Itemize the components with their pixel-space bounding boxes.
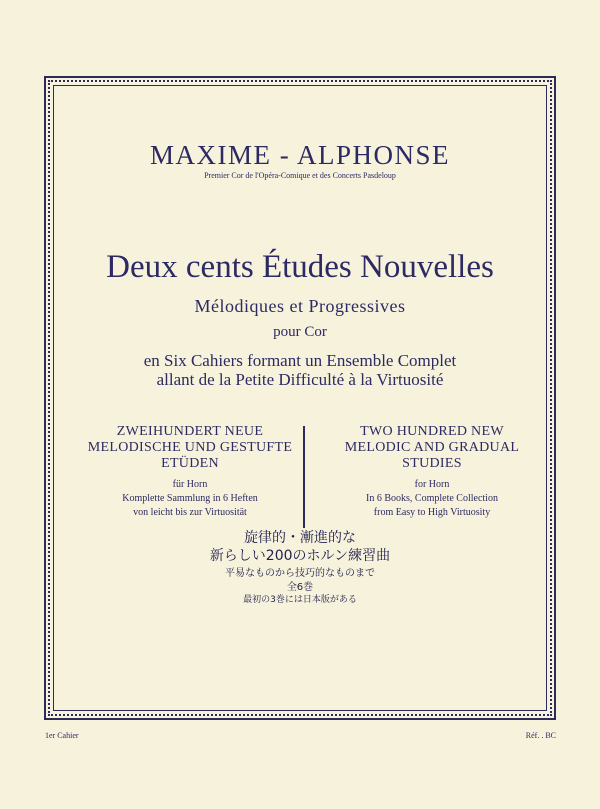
japanese-title-line2: 新らしい200のホルン練習曲 bbox=[209, 548, 391, 564]
german-collection: Komplette Sammlung in 6 Heften bbox=[122, 493, 258, 504]
composer-subtitle: Premier Cor de l'Opéra-Comique et des Concerts Pasdeloup bbox=[204, 171, 396, 180]
composer-name: MAXIME - ALPHONSE bbox=[149, 140, 450, 170]
german-instrument: für Horn bbox=[172, 479, 208, 490]
work-subtitle: Mélodiques et Progressives bbox=[194, 296, 406, 316]
german-range: von leicht bis zur Virtuosität bbox=[133, 507, 247, 518]
japanese-volumes: 全6巻 bbox=[286, 582, 314, 593]
description-fr-line1: en Six Cahiers formant un Ensemble Complet bbox=[143, 351, 457, 370]
english-title-line1: TWO HUNDRED NEW bbox=[360, 424, 504, 439]
german-title-line3: ETÜDEN bbox=[161, 456, 219, 471]
english-collection: In 6 Books, Complete Collection bbox=[366, 493, 498, 504]
column-divider bbox=[303, 426, 305, 528]
german-column bbox=[70, 424, 310, 520]
english-column bbox=[312, 424, 552, 520]
japanese-title-line1: 旋律的・漸進的な bbox=[244, 530, 356, 546]
description-fr bbox=[0, 351, 600, 389]
description-fr-line2: allant de la Petite Difficulté à la Virtuosité bbox=[156, 370, 444, 389]
volume-label: 1er Cahier bbox=[45, 731, 79, 740]
english-range: from Easy to High Virtuosity bbox=[373, 507, 491, 518]
english-title-line3: STUDIES bbox=[402, 456, 462, 471]
english-instrument: for Horn bbox=[414, 479, 450, 490]
german-title-line1: ZWEIHUNDERT NEUE bbox=[116, 424, 264, 439]
japanese-note: 最初の3巻には日本版がある bbox=[243, 595, 357, 605]
german-title-line2: MELODISCHE UND GESTUFTE bbox=[87, 440, 293, 455]
instrument-fr: pour Cor bbox=[273, 324, 327, 340]
english-title-line2: MELODIC AND GRADUAL bbox=[344, 440, 520, 455]
work-title: Deux cents Études Nouvelles bbox=[106, 249, 494, 285]
japanese-range: 平易なものから技巧的なものまで bbox=[225, 568, 375, 579]
reference-label: Réf. . BC bbox=[525, 731, 556, 740]
